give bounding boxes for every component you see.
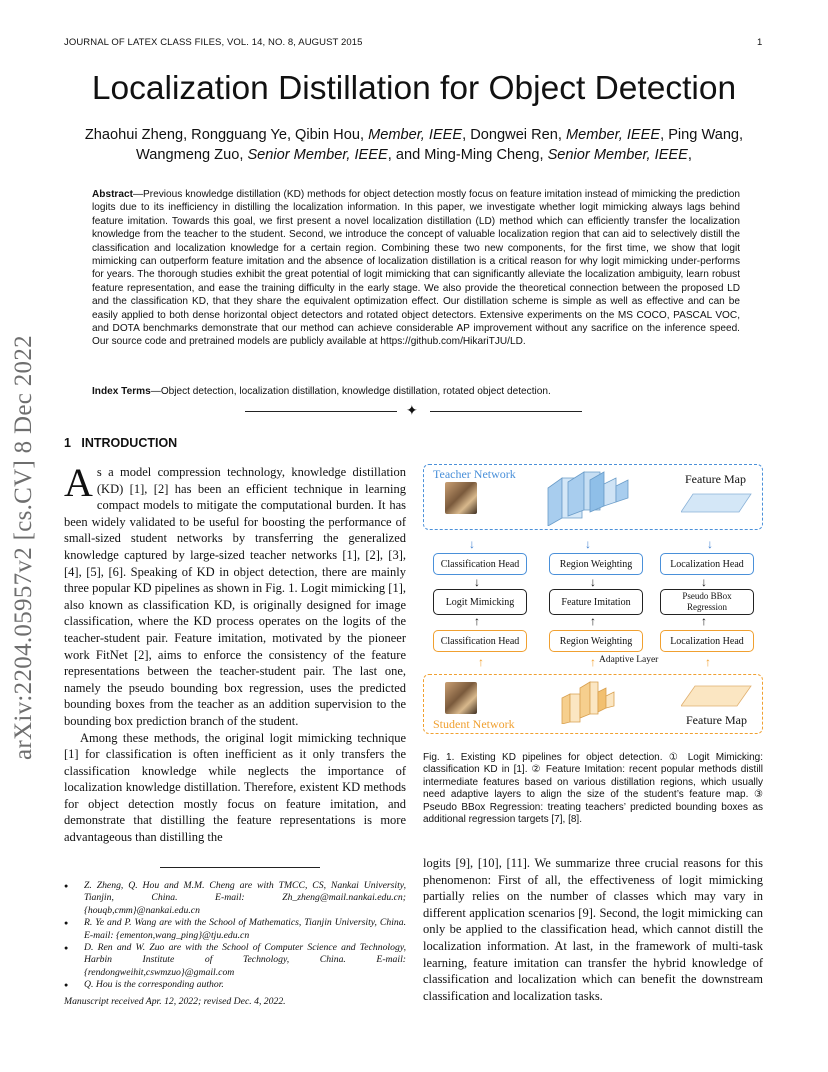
arrow-down-icon: ↓ [474,575,480,589]
paragraph-text: s a model compression technology, knowledge distillation (KD) [1], [2] has been an efficient technique in learning compact models to mitigate the computational burden. It has been widely validated to be useful for boosting the performance of small-sized student networks by transferring the generalized knowledge captured by large-sized teacher networks [1], [2], [3], [4], [5], [6]. Speaking of KD in object detection, there are mainly three popular KD pipelines as shown in Fig. 1. Logit mimicking [1], also known as classification KD, is originally designed for image classification, where the KD process operates on the logits of the teacher-student pair. Feature imitation, motivated by the pioneer work FitNet [2], aims to enforce the consistency of the feature representations between the teacher-student pair. The last one, namely the pseudo bounding box regression, uses the predicted bounding boxes from the teacher as an addition supervision to the bounding box prediction branch of the student. [64,465,406,728]
arrow-up-icon: ↑ [705,655,711,669]
section-title: INTRODUCTION [81,436,178,450]
arrow-up-icon: ↑ [590,655,596,669]
student-network-label: Student Network [433,717,515,731]
author-affil: Member, IEEE [368,127,463,143]
author-text: , [687,147,692,163]
abstract [92,188,740,349]
arrow-up-icon: ↑ [590,614,596,628]
feature-map-top [681,492,753,516]
author-text: , Ping Wang, [660,127,744,143]
index-terms-label: Index Terms [92,386,151,397]
paragraph: Among these methods, the original logit mimicking technique [1] for classification is often inefficient as it only transfers the classification knowledge while neglects the importance of localization knowledge distillation. Therefore, existent KD methods for object detection mostly focus on feature imitation, and demonstrate that distilling the feature representations is more advantageous than distilling the [64,730,406,845]
feature-map-bottom [681,684,753,710]
student-localization-head: Localization Head [660,630,754,652]
arrow-up-icon: ↑ [701,614,707,628]
divider-left [245,411,397,412]
body-column-right [423,855,763,1004]
teacher-classification-head: Classification Head [433,553,527,575]
arrow-down-icon: ↓ [469,537,475,551]
figure-caption: Fig. 1. Existing KD pipelines for object detection. ① Logit Mimicking: classification KD in [1]. ② Feature Imitation: recent popular methods distill intermediate features based on various distillation regions, which usually need adaptive layers to align the size of the student’s feature map. ③ Pseudo BBox Regression: treating teachers’ predicted bounding boxes as additional regression targets [7], [8]. [423,752,763,826]
feature-map-top-label: Feature Map [685,472,746,486]
arxiv-identifier: arXiv:2204.05957v2 [cs.CV] 8 Dec 2022 [10,335,37,760]
student-region-weighting: Region Weighting [549,630,643,652]
arrow-down-icon: ↓ [707,537,713,551]
section-number: 1 [64,436,71,450]
footnote-item: ● D. Ren and W. Zuo are with the School of Computer Science and Technology, Harbin Institute of Technology, China. E-mail: {rendongweihit,cswmzuo}@gmail.com [64,942,406,979]
body-column-left [64,460,406,846]
author-affil: Senior Member, IEEE [247,147,388,163]
student-classification-head: Classification Head [433,630,527,652]
student-network-blocks [558,678,628,724]
paper-title: Localization Distillation for Object Detection [91,70,737,107]
author-text: Zhaohui Zheng, Rongguang Ye, Qibin Hou, [84,127,369,143]
arrow-up-icon: ↑ [474,614,480,628]
figure-kd-pipelines [423,460,767,736]
logit-mimicking-box: Logit Mimicking [433,589,527,615]
author-text: , Dongwei Ren, [462,127,566,143]
arrow-down-icon: ↓ [585,537,591,551]
teacher-region-weighting: Region Weighting [549,553,643,575]
author-affil: Member, IEEE [566,127,661,143]
paragraph [64,460,406,730]
abstract-label: Abstract [92,189,133,200]
arrow-up-icon: ↑ [478,655,484,669]
arrow-down-icon: ↓ [701,575,707,589]
manuscript-note: Manuscript received Apr. 12, 2022; revised Dec. 4, 2022. [64,996,286,1007]
student-input-image [445,682,477,714]
footnote-item: ● R. Ye and P. Wang are with the School of Mathematics, Tianjin University, China. E-mail: {ementon,wang_ping}@tju.edu.cn [64,917,406,942]
paragraph: logits [9], [10], [11]. We summarize three crucial reasons for this phenomenon: First of all, the effectiveness of logit mimicking partially relies on the number of classes which may vary in different application scenarios [9]. Second, the logit mimicking can only be applied to the classification head, which cannot distill the localization information. At last, in the framework of multi-task learning, feature imitation can transfer the hybrid knowledge of classification and localization which can benefit the downstream classification and localization tasks. [423,856,763,1003]
page-number: 1 [757,37,763,48]
arrow-down-icon: ↓ [590,575,596,589]
feature-map-bottom-label: Feature Map [686,713,747,727]
pseudo-bbox-regression-box: Pseudo BBox Regression [660,589,754,615]
author-list [60,125,768,165]
author-text: Wangmeng Zuo, [136,147,248,163]
author-affil: Senior Member, IEEE [547,147,688,163]
divider-icon: ✦ [406,404,418,419]
footnote-item: ● Q. Hou is the corresponding author. [64,979,406,991]
teacher-input-image [445,482,477,514]
author-text: , and Ming-Ming Cheng, [387,147,548,163]
footnote-item: ● Z. Zheng, Q. Hou and M.M. Cheng are with TMCC, CS, Nankai University, Tianjin, China. E-mail: Zh_zheng@mail.nankai.edu.cn; {houqb,cmm}@nankai.edu.cn [64,880,406,917]
divider-right [430,411,582,412]
footnote-rule [160,867,320,868]
teacher-network-label: Teacher Network [433,467,516,481]
feature-imitation-box: Feature Imitation [549,589,643,615]
section-heading [64,436,177,450]
teacher-network-blocks [538,466,648,526]
teacher-localization-head: Localization Head [660,553,754,575]
adaptive-layer-label: Adaptive Layer [599,655,659,665]
index-terms-text: —Object detection, localization distillation, knowledge distillation, rotated object detection. [150,386,551,397]
footnotes [64,880,406,992]
running-header: JOURNAL OF LATEX CLASS FILES, VOL. 14, NO. 8, AUGUST 2015 [64,37,363,48]
drop-cap: A [64,460,93,505]
index-terms [92,385,740,398]
abstract-text: —Previous knowledge distillation (KD) methods for object detection mostly focus on feature imitation instead of mimicking the prediction logits due to its inefficiency in distilling the localization information. In this paper, we investigate whether logit mimicking always lags behind feature imitation. Towards this goal, we first present a novel localization distillation (LD) method which can efficiently transfer the localization knowledge from the teacher to the student. Second, we introduce the concept of valuable localization region that can aid to selectively distill the classification and localization knowledge for a certain region. Combining these two new components, for the first time, we show that logit mimicking can outperform feature imitation and the absence of localization distillation is a critical reason for why logit mimicking under-performs for years. The thorough studies exhibit the great potential of logit mimicking that can significantly alleviate the localization ambiguity, learn robust feature representation, and ease the training difficulty in the early stage. We also provide the theoretical connection between the proposed LD and the classification KD, that they share the equivalent optimization effect. Our distillation scheme is simple as well as effective and can be easily applied to both dense horizontal object detectors and rotated object detectors. Extensive experiments on the MS COCO, PASCAL VOC, and DOTA benchmarks demonstrate that our method can achieve considerable AP improvement without any sacrifice on the inference speed. Our source code and pretrained models are publicly available at https://github.com/HikariTJU/LD. [92,189,740,348]
